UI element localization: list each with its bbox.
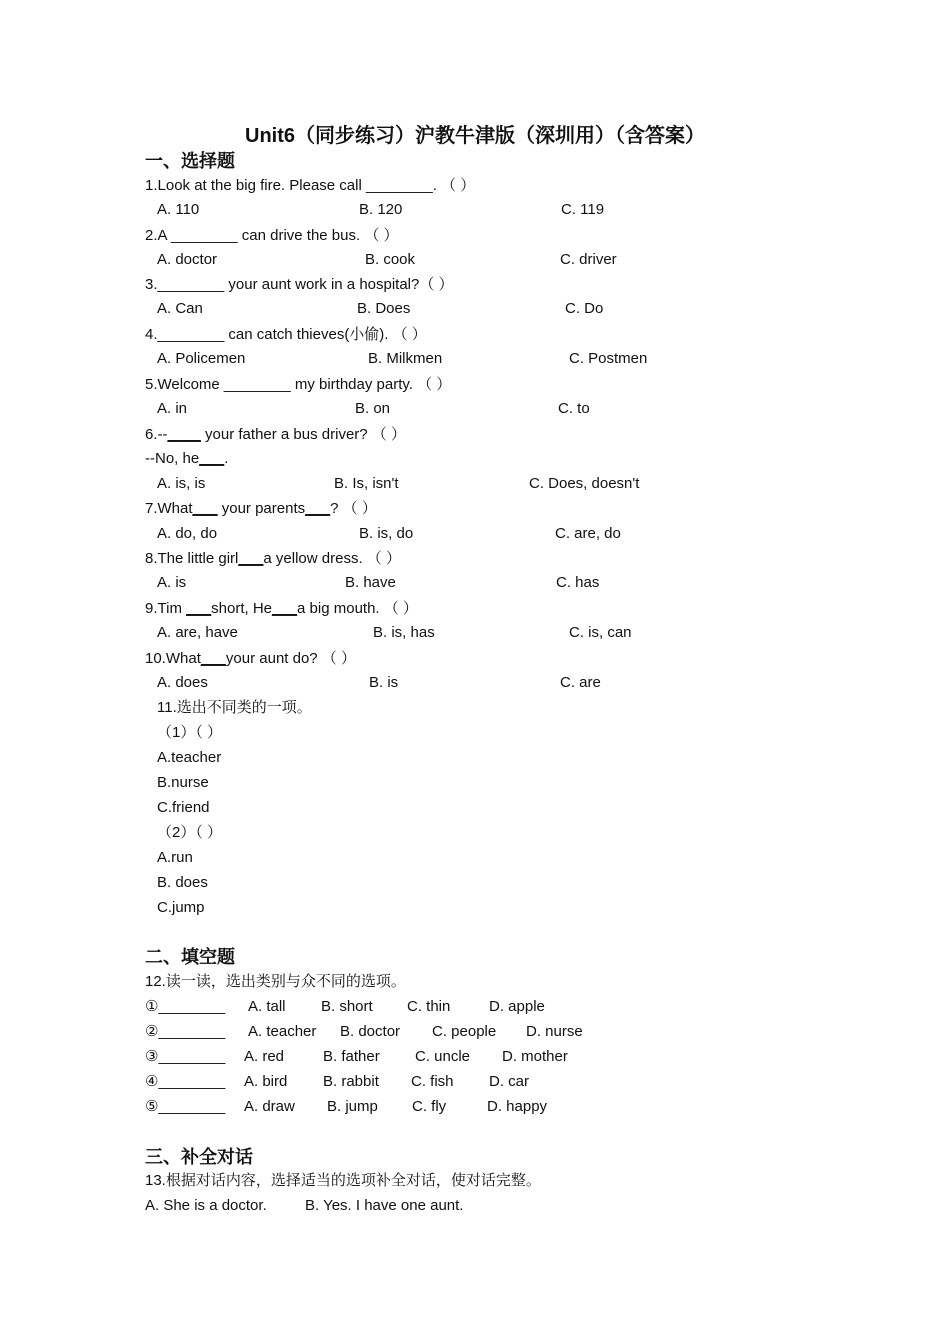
answer-blank: ________ — [158, 1023, 226, 1040]
question-3-option-c: C. Do — [565, 300, 604, 317]
answer-blank: ___ — [272, 600, 298, 617]
question-12-row-5-option-c: C. fly — [412, 1098, 447, 1115]
question-7-option-b: B. is, do — [359, 525, 414, 542]
question-12-row: ④________ — [145, 1073, 226, 1090]
question-11-2-option-a: A.run — [157, 849, 193, 866]
question-4-option-b: B. Milkmen — [368, 350, 443, 367]
question-9-option-b: B. is, has — [373, 624, 435, 641]
question-10-option-b: B. is — [369, 674, 399, 691]
question-12-row-1-option-a: A. tall — [248, 998, 286, 1015]
question-2-option-b: B. cook — [365, 251, 416, 268]
question-6-stem: 6.--____ your father a bus driver? （ ） — [145, 426, 406, 443]
question-7-stem: 7.What___ your parents___? （ ） — [145, 500, 377, 517]
question-12-row-3-option-b: B. father — [323, 1048, 380, 1065]
question-12-row-2-option-b: B. doctor — [340, 1023, 401, 1040]
question-12-row-5-option-b: B. jump — [327, 1098, 378, 1115]
question-5-option-a: A. in — [157, 400, 188, 417]
question-2-option-c: C. driver — [560, 251, 617, 268]
question-12-row-1-option-c: C. thin — [407, 998, 451, 1015]
question-4-option-c: C. Postmen — [569, 350, 648, 367]
question-8-stem: 8.The little girl___a yellow dress. （ ） — [145, 550, 401, 567]
question-11-1-option-b: B.nurse — [157, 774, 209, 791]
question-1-option-a: A. 110 — [157, 201, 200, 218]
question-13-option-b: B. Yes. I have one aunt. — [305, 1197, 464, 1214]
question-3-option-a: A. Can — [157, 300, 203, 317]
question-1-option-b: B. 120 — [359, 201, 403, 218]
answer-blank: ___ — [238, 550, 264, 567]
question-5-option-c: C. to — [558, 400, 590, 417]
answer-blank: ________ — [158, 1098, 226, 1115]
question-5-stem: 5.Welcome ________ my birthday party. （ ） — [145, 376, 452, 393]
question-8-option-a: A. is — [157, 574, 187, 591]
question-3-option-b: B. Does — [357, 300, 411, 317]
answer-blank: ___ — [200, 650, 226, 667]
question-10-stem: 10.What___your aunt do? （ ） — [145, 650, 356, 667]
question-11-part-1: （1）（ ） — [157, 724, 223, 741]
question-12-row-4-option-b: B. rabbit — [323, 1073, 379, 1090]
answer-blank: ________ — [158, 1048, 226, 1065]
answer-blank: ___ — [186, 600, 212, 617]
question-13-option-a: A. She is a doctor. — [145, 1197, 267, 1214]
question-1-option-c: C. 119 — [561, 201, 605, 218]
question-2-stem: 2.A ________ can drive the bus. （ ） — [145, 227, 399, 244]
question-2-option-a: A. doctor — [157, 251, 218, 268]
question-11-1-option-a: A.teacher — [157, 749, 222, 766]
question-12-row-2-option-d: D. nurse — [526, 1023, 583, 1040]
question-12-row: ③________ — [145, 1048, 226, 1065]
question-6-option-a: A. is, is — [157, 475, 206, 492]
question-12-row-1-option-b: B. short — [321, 998, 373, 1015]
question-7-option-a: A. do, do — [157, 525, 218, 542]
question-6-option-b: B. Is, isn't — [334, 475, 399, 492]
question-8-option-b: B. have — [345, 574, 396, 591]
question-3-stem: 3.________ your aunt work in a hospital?（ ） — [145, 276, 454, 293]
question-12-row-2-option-a: A. teacher — [248, 1023, 317, 1040]
question-12-row-4-option-d: D. car — [489, 1073, 530, 1090]
question-6-stem-2: --No, he___. — [145, 450, 229, 467]
question-9-option-a: A. are, have — [157, 624, 238, 641]
question-12-row-3-option-a: A. red — [244, 1048, 285, 1065]
question-12-row: ⑤________ — [145, 1098, 226, 1115]
question-12-row-2-option-c: C. people — [432, 1023, 497, 1040]
question-9-option-c: C. is, can — [569, 624, 632, 641]
answer-blank: ________ — [158, 1073, 226, 1090]
question-11-1-option-c: C.friend — [157, 799, 210, 816]
answer-blank: ________ — [158, 998, 226, 1015]
question-5-option-b: B. on — [355, 400, 391, 417]
question-7-option-c: C. are, do — [555, 525, 621, 542]
question-11-stem: 11.选出不同类的一项。 — [157, 699, 312, 716]
section-heading-dialogue: 三、补全对话 — [145, 1147, 253, 1167]
question-12-row-1-option-d: D. apple — [489, 998, 545, 1015]
question-10-option-a: A. does — [157, 674, 208, 691]
question-12-row: ①________ — [145, 998, 226, 1015]
question-4-stem: 4.________ can catch thieves(小偷). （ ） — [145, 326, 427, 343]
page-title: Unit6（同步练习）沪教牛津版（深圳用）（含答案） — [245, 125, 705, 147]
question-9-stem: 9.Tim ___short, He___a big mouth. （ ） — [145, 600, 418, 617]
question-8-option-c: C. has — [556, 574, 600, 591]
question-13-stem: 13.根据对话内容，选择适当的选项补全对话，使对话完整。 — [145, 1172, 541, 1189]
question-4-option-a: A. Policemen — [157, 350, 246, 367]
question-11-2-option-b: B. does — [157, 874, 208, 891]
question-12-row-4-option-a: A. bird — [244, 1073, 288, 1090]
answer-blank: ___ — [199, 450, 225, 467]
question-12-row: ②________ — [145, 1023, 226, 1040]
question-12-row-3-option-d: D. mother — [502, 1048, 568, 1065]
question-12-stem: 12.读一读，选出类别与众不同的选项。 — [145, 973, 406, 990]
question-10-option-c: C. are — [560, 674, 601, 691]
question-6-option-c: C. Does, doesn't — [529, 475, 640, 492]
question-1-stem: 1.Look at the big fire. Please call ________. （ ） — [145, 177, 476, 194]
question-12-row-5-option-d: D. happy — [487, 1098, 548, 1115]
question-11-2-option-c: C.jump — [157, 899, 205, 916]
section-heading-choice: 一、选择题 — [145, 151, 235, 171]
answer-blank: ___ — [305, 500, 331, 517]
question-11-part-2: （2）（ ） — [157, 824, 223, 841]
question-12-row-4-option-c: C. fish — [411, 1073, 454, 1090]
question-12-row-3-option-c: C. uncle — [415, 1048, 471, 1065]
section-heading-fill: 二、填空题 — [145, 947, 235, 967]
answer-blank: ____ — [167, 426, 201, 443]
question-12-row-5-option-a: A. draw — [244, 1098, 295, 1115]
answer-blank: ___ — [192, 500, 218, 517]
